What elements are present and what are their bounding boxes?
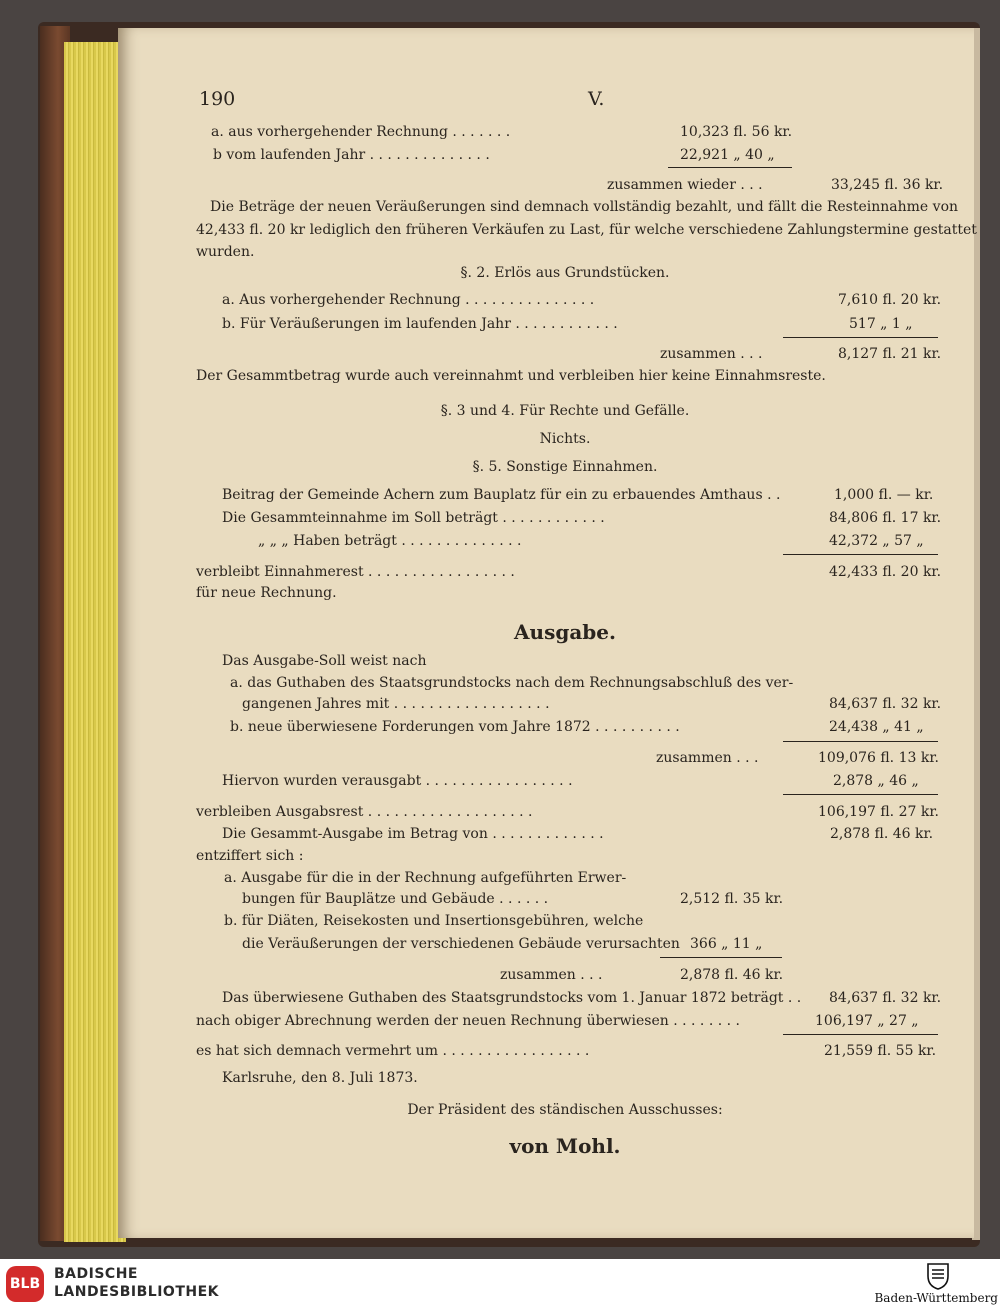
- section-heading: Nichts.: [539, 431, 591, 447]
- library-name-line2: LANDESBIBLIOTHEK: [54, 1284, 220, 1300]
- blb-logo: BLB: [6, 1266, 44, 1302]
- line-left: b. neue überwiesene Forderungen vom Jahre 1872 . . . . . . . . . .: [230, 719, 680, 735]
- line-right: 22,921 „ 40 „: [680, 147, 775, 163]
- date-line: Karlsruhe, den 8. Juli 1873.: [222, 1070, 418, 1086]
- paragraph-line: Das Ausgabe-Soll weist nach: [222, 653, 427, 669]
- paragraph-line: 42,433 fl. 20 kr lediglich den früheren Verkäufen zu Last, für welche verschiedene Zahlungstermine gestattet: [196, 222, 977, 238]
- signature-name: von Mohl.: [509, 1134, 621, 1158]
- line-left: zusammen wieder . . .: [607, 177, 763, 193]
- line-left: a. aus vorhergehender Rechnung . . . . . . .: [211, 124, 511, 140]
- line-left: Die Gesammteinnahme im Soll beträgt . . . . . . . . . . . .: [222, 510, 605, 526]
- line-right: 2,512 fl. 35 kr.: [680, 891, 784, 907]
- line-left: zusammen . . .: [660, 346, 763, 362]
- ausgabe-heading: Ausgabe.: [514, 620, 616, 644]
- page-number: 190: [199, 88, 236, 110]
- section-heading: §. 3 und 4. Für Rechte und Gefälle.: [440, 403, 690, 419]
- line-left: Hiervon wurden verausgabt . . . . . . . . . . . . . . . . .: [222, 773, 573, 789]
- line-left: Beitrag der Gemeinde Achern zum Bauplatz für ein zu erbauendes Amthaus . .: [222, 487, 781, 503]
- line-left: die Veräußerungen der verschiedenen Gebäude verursachten: [242, 936, 680, 952]
- sum-rule: [783, 1034, 938, 1035]
- section-heading: §. 2. Erlös aus Grundstücken.: [460, 265, 670, 281]
- paragraph-line: Die Beträge der neuen Veräußerungen sind demnach vollständig bezahlt, und fällt die Resteinnahme von: [210, 199, 959, 215]
- paragraph-line: a. das Guthaben des Staatsgrundstocks nach dem Rechnungsabschluß des ver-: [230, 675, 794, 691]
- line-left: b. Für Veräußerungen im laufenden Jahr . . . . . . . . . . . .: [222, 316, 618, 332]
- section-heading: §. 5. Sonstige Einnahmen.: [472, 459, 658, 475]
- paragraph-line: b. für Diäten, Reisekosten und Insertionsgebühren, welche: [224, 913, 644, 929]
- line-left: nach obiger Abrechnung werden der neuen Rechnung überwiesen . . . . . . . .: [196, 1013, 740, 1029]
- sum-rule: [783, 741, 938, 742]
- paragraph-line: für neue Rechnung.: [196, 585, 337, 601]
- line-right: 2,878 fl. 46 kr.: [830, 826, 934, 842]
- line-left: verbleibt Einnahmerest . . . . . . . . . . . . . . . . .: [196, 564, 515, 580]
- sum-rule: [668, 167, 792, 168]
- line-left: b vom laufenden Jahr . . . . . . . . . . . . . .: [213, 147, 490, 163]
- line-right: 366 „ 11 „: [690, 936, 763, 952]
- line-right: 84,637 fl. 32 kr.: [829, 990, 942, 1006]
- library-name-line1: BADISCHE: [54, 1266, 138, 1282]
- paragraph-line: Der Gesammtbetrag wurde auch vereinnahmt und verbleiben hier keine Einnahmsreste.: [196, 368, 826, 384]
- line-right: 2,878 fl. 46 kr.: [680, 967, 784, 983]
- line-right: 42,433 fl. 20 kr.: [829, 564, 942, 580]
- line-left: zusammen . . .: [500, 967, 603, 983]
- line-right: 8,127 fl. 21 kr.: [838, 346, 942, 362]
- line-right: 109,076 fl. 13 kr.: [818, 750, 939, 766]
- section-numeral: V.: [588, 88, 605, 110]
- line-left: gangenen Jahres mit . . . . . . . . . . . . . . . . . .: [242, 696, 550, 712]
- line-right: 1,000 fl. — kr.: [834, 487, 934, 503]
- line-left: es hat sich demnach vermehrt um . . . . . . . . . . . . . . . . .: [196, 1043, 590, 1059]
- line-left: zusammen . . .: [656, 750, 759, 766]
- paragraph-line: a. Ausgabe für die in der Rechnung aufgeführten Erwer-: [224, 870, 627, 886]
- sum-rule: [783, 554, 938, 555]
- line-right: 106,197 „ 27 „: [815, 1013, 919, 1029]
- page-stack-edge: [64, 42, 126, 1242]
- paragraph-line: wurden.: [196, 244, 255, 260]
- state-name: Baden-Württemberg: [874, 1291, 998, 1305]
- line-right: 21,559 fl. 55 kr.: [824, 1043, 937, 1059]
- signature-title: Der Präsident des ständischen Ausschusses:: [407, 1102, 723, 1118]
- line-left: verbleiben Ausgabsrest . . . . . . . . . . . . . . . . . . .: [196, 804, 533, 820]
- sum-rule: [783, 794, 938, 795]
- line-left: a. Aus vorhergehender Rechnung . . . . . . . . . . . . . . .: [222, 292, 595, 308]
- line-right: 42,372 „ 57 „: [829, 533, 924, 549]
- line-left: Die Gesammt-Ausgabe im Betrag von . . . . . . . . . . . . .: [222, 826, 604, 842]
- sum-rule: [660, 957, 782, 958]
- line-right: 2,878 „ 46 „: [833, 773, 919, 789]
- line-right: 84,637 fl. 32 kr.: [829, 696, 942, 712]
- line-right: 84,806 fl. 17 kr.: [829, 510, 942, 526]
- line-right: 33,245 fl. 36 kr.: [831, 177, 944, 193]
- line-right: 24,438 „ 41 „: [829, 719, 924, 735]
- paragraph-line: entziffert sich :: [196, 848, 304, 864]
- line-left: Das überwiesene Guthaben des Staatsgrundstocks vom 1. Januar 1872 beträgt . .: [222, 990, 802, 1006]
- sum-rule: [783, 337, 938, 338]
- line-left: „ „ „ Haben beträgt . . . . . . . . . . . . . .: [258, 533, 522, 549]
- coat-of-arms-icon: [925, 1262, 951, 1290]
- line-right: 106,197 fl. 27 kr.: [818, 804, 939, 820]
- line-right: 10,323 fl. 56 kr.: [680, 124, 793, 140]
- line-right: 517 „ 1 „: [849, 316, 913, 332]
- line-right: 7,610 fl. 20 kr.: [838, 292, 942, 308]
- line-left: bungen für Bauplätze und Gebäude . . . . . .: [242, 891, 549, 907]
